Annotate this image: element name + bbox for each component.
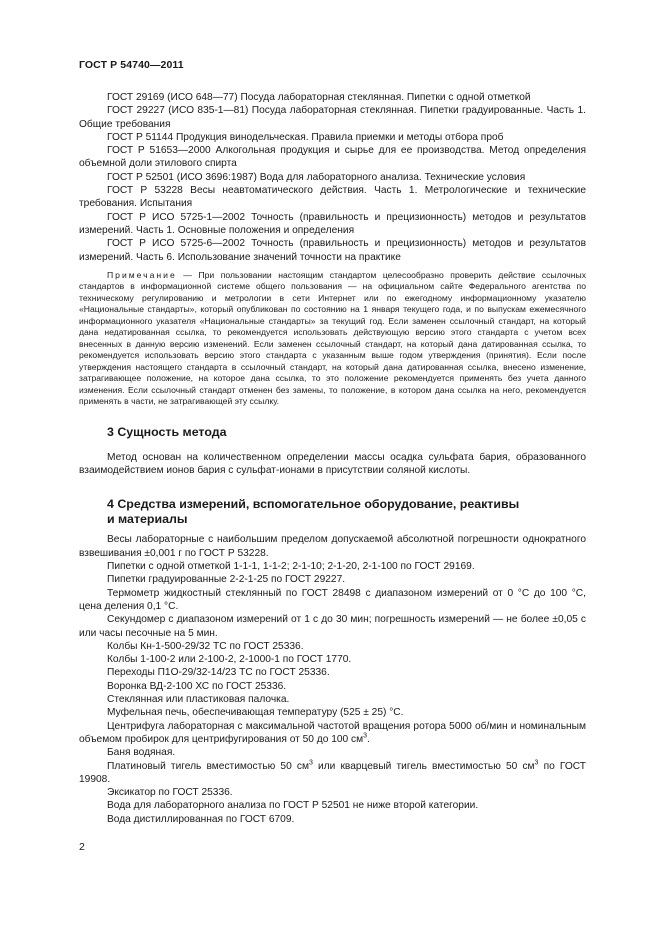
page-number: 2 [79,841,85,853]
section-4-title-line1: 4 Средства измерений, вспомогательное оборудование, реактивы [107,497,520,512]
crucible-text-a: Платиновый тигель вместимостью 50 см [107,760,309,772]
note-label: Примечание [107,269,177,280]
crucible-text-c: по ГОСТ 19908. [79,760,587,785]
equipment-item: Вода дистиллированная по ГОСТ 6709. [107,813,295,825]
crucible-text-b: или кварцевый тигель вместимостью 50 см [312,760,535,772]
ref-item: ГОСТ 29227 (ИСО 835-1—81) Посуда лабораторная стеклянная. Пипетки градуированные. Часть 1. Общие требования [79,105,586,130]
equipment-item: Муфельная печь, обеспечивающая температуру (525 ± 25) °С. [107,707,404,719]
ref-item: ГОСТ Р ИСО 5725-1—2002 Точность (правильность и прецизионность) методов и результатов измерений. Часть 1. Основные положения и определения [79,211,586,236]
equipment-item: Эксикатор по ГОСТ 25336. [107,787,233,799]
ref-item: ГОСТ Р 53228 Весы неавтоматического действия. Часть 1. Метрологические и технические требования. Испытания [79,185,586,210]
equipment-item: Вода для лабораторного анализа по ГОСТ Р 52501 не ниже второй категории. [107,800,479,812]
superscript: 3 [308,759,313,767]
superscript: 3 [534,759,539,767]
equipment-item: Весы лабораторные с наибольшим пределом допускаемой абсолютной погрешности однократного взвешивания ±0,001 г по ГОСТ Р 53228. [79,534,586,559]
equipment-item: Колбы 1-100-2 или 2-100-2, 2-1000-1 по ГОСТ 1770. [107,654,352,666]
section-4-title [79,497,586,527]
equipment-item-crucible [79,760,586,787]
ref-item: ГОСТ Р ИСО 5725-6—2002 Точность (правильность и прецизионность) методов и результатов измерений. Часть 6. Использование значений точности на практике [79,238,586,263]
equipment-item: Стеклянная или пластиковая палочка. [107,694,290,706]
ref-item: ГОСТ Р 51144 Продукция винодельческая. Правила приемки и методы отбора проб [107,131,504,143]
note-paragraph [79,270,586,408]
equipment-item: Воронка ВД-2-100 ХС по ГОСТ 25336. [107,680,287,692]
document-body [79,91,586,826]
superscript: 3 [363,732,368,740]
section-4-title-line2: и материалы [107,512,188,527]
equipment-item: Пипетки градуированные 2-2-1-25 по ГОСТ 29227. [107,574,346,586]
centrifuge-text: Центрифуга лабораторная с максимальной частотой вращения ротора 5000 об/мин и номинальным объемом пробирок для центрифугирования от 50 до 100 см [79,720,586,745]
equipment-item: Колбы Кн-1-500-29/32 ТС по ГОСТ 25336. [107,640,304,652]
section-3-title: 3 Сущность метода [107,424,227,439]
note-text: — При пользовании настоящим стандартом целесообразно проверить действие ссылочных стандартов в информационной системе общего пользования — на официальном сайте Федерального агентства по техническому регулированию и метрологии в сети Интернет или по ежегодному информационному указателю «Национальные стандарты», который опубликован по состоянию на 1 января текущего года, и по выпускам ежемесячного информационного указателя «Национальные стандарты» за текущий год. Если заменен ссылочный стандарт, на который дана недатированная ссылка, то рекомендуется использовать действующую версию этого стандарта с учетом всех внесенных в данную версию изменений. Если заменен ссылочный стандарт, на который дана датированная ссылка, то рекомендуется использовать версию этого стандарта с указанным выше годом утверждения (принятия). Если после утверждения настоящего стандарта в ссылочный стандарт, на который дана датированная ссылка, внесено изменение, затрагивающее положение, на которое дана ссылка, то это положение рекомендуется применять без учета данного изменения. Если ссылочный стандарт отменен без замены, то положение, в котором дана ссылка на него, рекомендуется применять в части, не затрагивающей эту ссылку. [79,269,586,407]
equipment-item: Секундомер с диапазоном измерений от 1 с до 30 мин; погрешность измерений — не более ±0,05 с или часы песочные на 5 мин. [79,614,586,639]
ref-item: ГОСТ 29169 (ИСО 648—77) Посуда лабораторная стеклянная. Пипетки с одной отметкой [107,92,531,103]
ref-item: ГОСТ Р 51653—2000 Алкогольная продукция и сырье для ее производства. Метод определения объемной доли этилового спирта [79,145,586,170]
equipment-item: Пипетки с одной отметкой 1-1-1, 1-1-2; 2-1-10; 2-1-20, 2-1-100 по ГОСТ 29169. [107,561,475,573]
equipment-item: Баня водяная. [107,747,176,759]
centrifuge-end: . [367,733,370,745]
equipment-item: Переходы П1О-29/32-14/23 ТС по ГОСТ 25336. [107,667,330,679]
equipment-item-centrifuge [79,720,586,747]
equipment-item: Термометр жидкостный стеклянный по ГОСТ 28498 с диапазоном измерений от 0 °С до 100 °С, цена деления 0,1 °С. [79,587,586,612]
ref-item: ГОСТ Р 52501 (ИСО 3696:1987) Вода для лабораторного анализа. Технические условия [107,171,526,183]
standard-header: ГОСТ Р 54740—2011 [79,59,184,71]
section-3-text: Метод основан на количественном определении массы осадка сульфата бария, образованного взаимодействием ионов бария с сульфат-ионами в присутствии соляной кислоты. [79,451,586,477]
